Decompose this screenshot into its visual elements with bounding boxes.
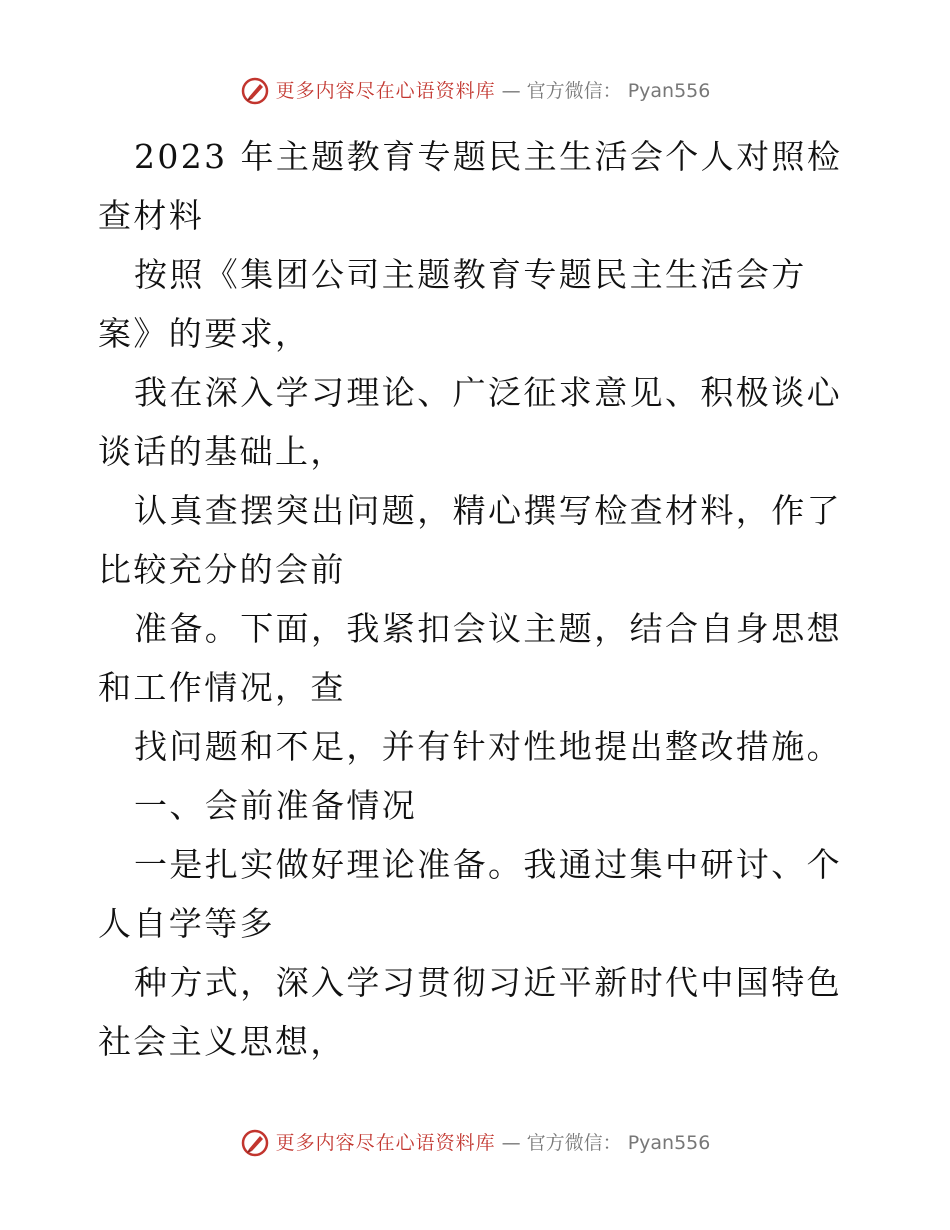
paragraph: 认真查摆突出问题，精心撰写检查材料，作了比较充分的会前 [98,491,842,589]
paragraph: 一是扎实做好理论准备。我通过集中研讨、个人自学等多 [98,845,842,943]
watermark-contact-id: Pyan556 [627,1132,711,1154]
footer-watermark [0,1128,950,1158]
watermark-brand: 更多内容尽在心语资料库 [275,1132,496,1154]
watermark-separator: — [501,80,521,102]
watermark-separator: — [501,1132,521,1154]
watermark-brand: 更多内容尽在心语资料库 [275,80,496,102]
pen-circle-logo-icon [240,1128,270,1158]
section-heading: 一、会前准备情况 [134,786,418,825]
watermark-contact-label: 官方微信： [526,80,622,102]
paragraph: 按照《集团公司主题教育专题民主生活会方案》的要求， [98,255,807,353]
document-title: 2023 年主题教育专题民主生活会个人对照检查材料 [98,137,843,235]
pen-circle-logo-icon [240,76,270,106]
paragraph: 找问题和不足，并有针对性地提出整改措施。 [134,727,842,766]
paragraph: 种方式，深入学习贯彻习近平新时代中国特色社会主义思想， [98,963,842,1061]
header-watermark [0,76,950,106]
paragraph: 准备。下面，我紧扣会议主题，结合自身思想和工作情况，查 [98,609,842,707]
watermark-contact-id: Pyan556 [627,80,711,102]
document-body [98,127,858,1071]
watermark-contact-label: 官方微信： [526,1132,622,1154]
paragraph: 我在深入学习理论、广泛征求意见、积极谈心谈话的基础上， [98,373,842,471]
